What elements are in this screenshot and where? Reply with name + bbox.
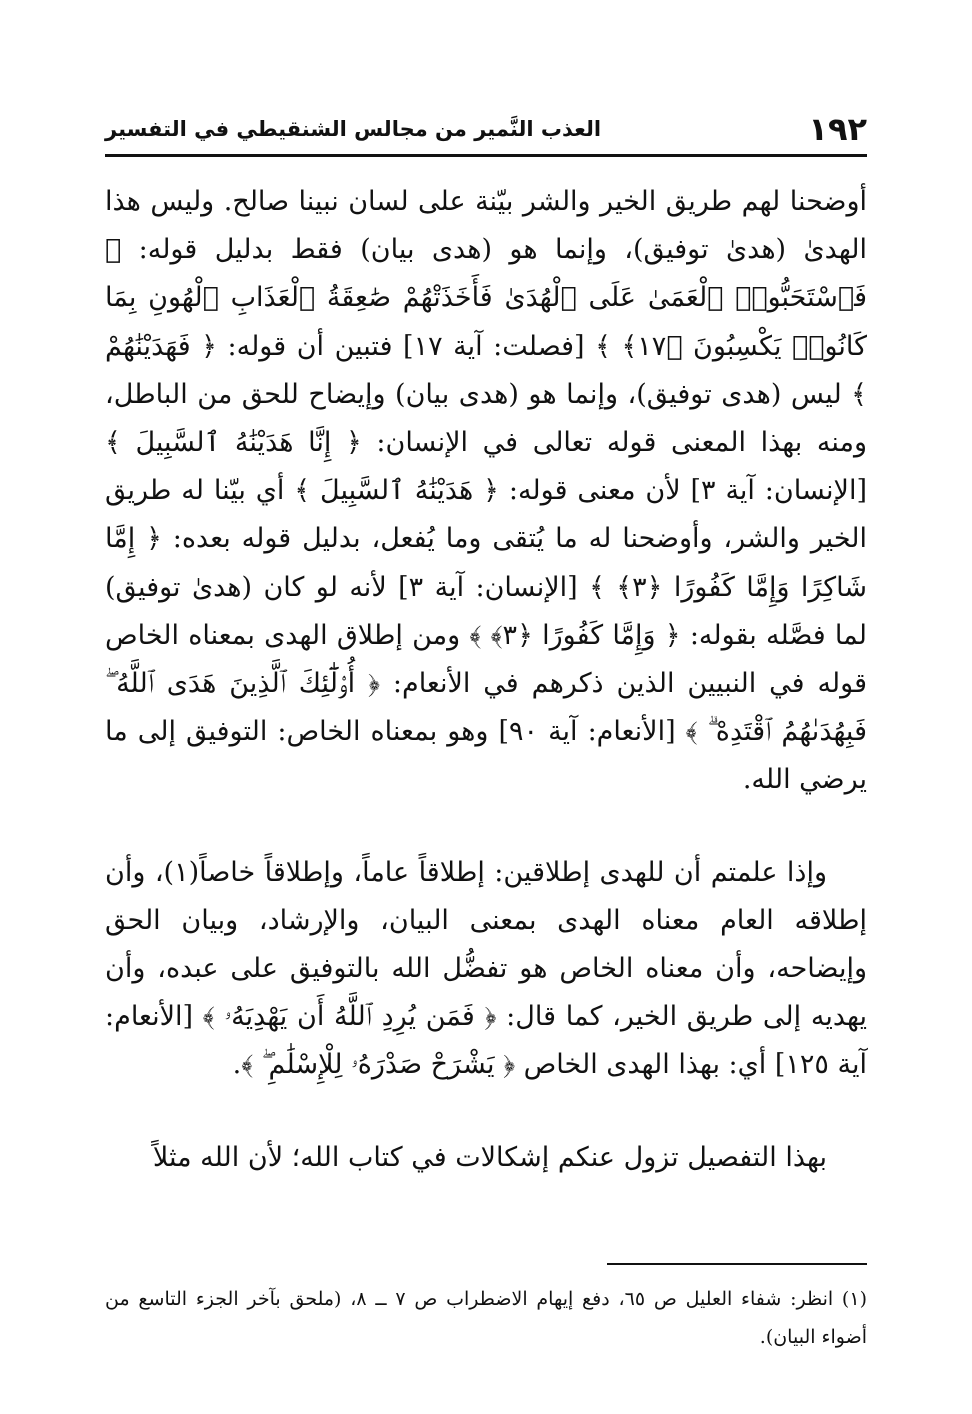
page-number: ١٩٢	[808, 110, 867, 148]
paragraph: أوضحنا لهم طريق الخير والشر بيّنة على لسان نبينا صالح. وليس هذا الهدىٰ (هدىٰ توفيق)، وإنما هو (هدى بيان) فقط بدليل قوله: ﴿ فَٱسْتَحَبُّوا۟ ٱلْعَمَىٰ عَلَى ٱلْهُدَىٰ فَأَخَذَتْهُمْ صَٰعِقَةُ ٱلْعَذَابِ ٱلْهُونِ بِمَا كَانُوا۟ يَكْسِبُونَ ﴿١٧﴾ ﴾ [فصلت: آية ١٧] فتبين أن قوله: ﴿ فَهَدَيْنَٰهُمْ ﴾ ليس (هدى توفيق)، وإنما هو (هدى بيان) وإيضاح للحق من الباطل، ومنه بهذا المعنى قوله تعالى في الإنسان: ﴿ إِنَّا هَدَيْنَٰهُ ٱلسَّبِيلَ ﴾ [الإنسان: آية ٣] لأن معنى قوله: ﴿ هَدَيْنَٰهُ ٱلسَّبِيلَ ﴾ أي بيّنا له طريق الخير والشر، وأوضحنا له ما يُتقى وما يُفعل، بدليل قوله بعده: ﴿ إِمَّا شَاكِرًا وَإِمَّا كَفُورًا ﴿٣﴾ ﴾ [الإنسان: آية ٣] لأنه لو كان (هدىٰ توفيق) لما فصَّله بقوله: ﴿ وَإِمَّا كَفُورًا ﴿٣﴾ ﴾ ومن إطلاق الهدى بمعناه الخاص قوله في النبيين الذين ذكرهم في الأنعام: ﴿ أُو۟لَٰٓئِكَ ٱلَّذِينَ هَدَى ٱللَّهُ ۖ فَبِهُدَىٰهُمُ ٱقْتَدِهْ ۗ ﴾ [الأنعام: آية ٩٠] وهو بمعناه الخاص: التوفيق إلى ما يرضي الله.	[105, 186, 867, 796]
paragraph: بهذا التفصيل تزول عنكم إشكالات في كتاب الله؛ لأن الله مثلاً	[152, 1141, 827, 1173]
footnote-divider	[607, 1263, 867, 1265]
body-text	[105, 178, 867, 1182]
book-title: العذب النَّمير من مجالس الشنقيطي في التفسير	[105, 117, 602, 141]
paragraph: وإذا علمتم أن للهدى إطلاقين: إطلاقاً عاماً، وإطلاقاً خاصاً(١)، وأن إطلاقه العام معناه الهدى بمعنى البيان، والإرشاد، وبيان الحق وإيضاحه، وأن معناه الخاص هو تفضُّل الله بالتوفيق على عبده، وأن يهديه إلى طريق الخير، كما قال: ﴿ فَمَن يُرِدِ ٱللَّهُ أَن يَهْدِيَهُۥ ﴾ [الأنعام: آية ١٢٥] أي: بهذا الهدى الخاص ﴿ يَشْرَحْ صَدْرَهُۥ لِلْإِسْلَٰمِ ۖ ﴾.	[105, 856, 867, 1081]
running-header	[105, 104, 867, 157]
footnote	[105, 1280, 867, 1356]
footnote-text: (١) انظر: شفاء العليل ص ٦٥، دفع إيهام الاضطراب ص ٧ ــ ٨، (ملحق بآخر الجزء التاسع من أضواء البيان).	[105, 1288, 867, 1348]
